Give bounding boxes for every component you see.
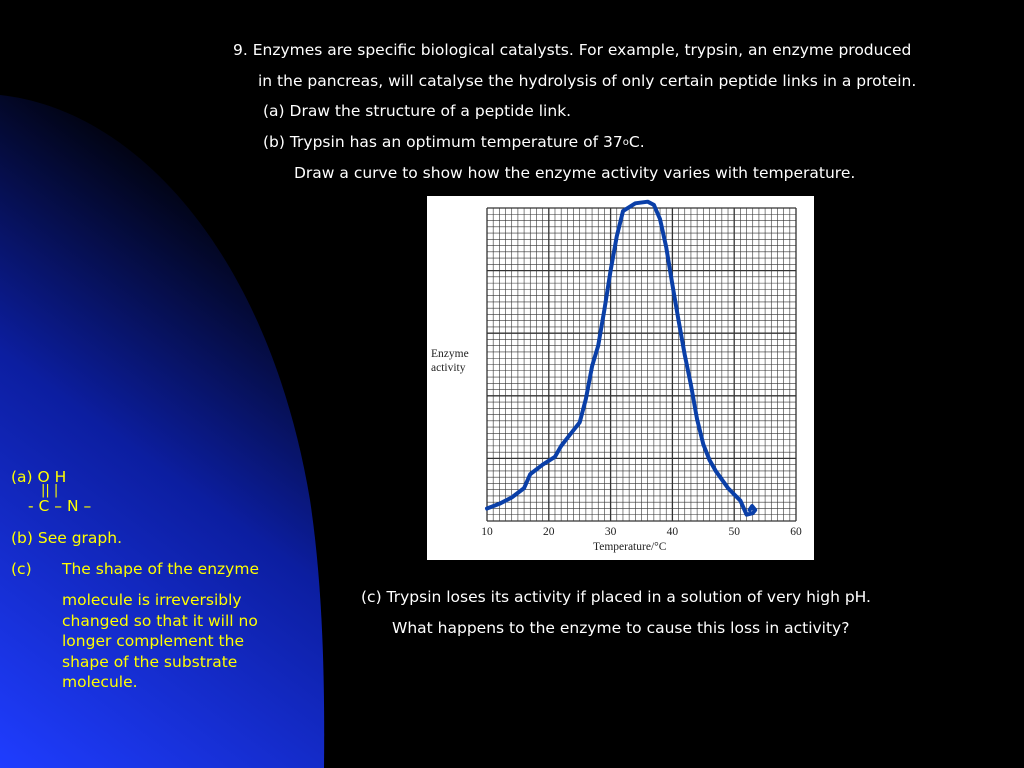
x-tick-label: 30 — [604, 526, 617, 538]
answer-a-structure: - C – N – — [28, 497, 92, 515]
answer-c-line: changed so that it will no — [62, 611, 258, 630]
x-tick-label: 10 — [481, 526, 493, 538]
question-part-c-line-2: What happens to the enzyme to cause this loss in activity? — [392, 619, 850, 637]
x-tick-label: 20 — [543, 526, 555, 538]
answer-b: (b) See graph. — [11, 529, 122, 547]
graph-svg — [427, 196, 814, 560]
answer-c-line: molecule. — [62, 673, 138, 691]
x-axis-label: Temperature/°C — [593, 541, 667, 553]
answer-c-line: longer complement the — [62, 632, 244, 650]
x-tick-labels — [481, 526, 802, 538]
part-b-unit: C. — [628, 133, 645, 151]
answer-c-body — [62, 590, 258, 693]
question-line-2: in the pancreas, will catalyse the hydrolysis of only certain peptide links in a protein. — [258, 72, 917, 90]
x-tick-label: 40 — [666, 526, 679, 538]
part-b-text: (b) Trypsin has an optimum temperature of 37 — [263, 133, 623, 151]
answer-a-bonds: || | — [41, 483, 59, 498]
y-axis-label-line-1: Enzyme — [431, 348, 469, 360]
question-part-c: (c) Trypsin loses its activity if placed in a solution of very high pH. — [361, 588, 871, 606]
question-part-a: (a) Draw the structure of a peptide link. — [263, 102, 572, 120]
x-tick-label: 50 — [728, 526, 740, 538]
question-line-1: 9. Enzymes are specific biological catalysts. For example, trypsin, an enzyme produced — [233, 41, 912, 59]
enzyme-activity-graph — [427, 196, 814, 560]
answer-c-line: molecule is irreversibly — [62, 591, 242, 609]
answer-a-label: (a) O H — [11, 468, 67, 486]
degree-superscript: o — [622, 137, 629, 148]
answer-c-first-line: The shape of the enzyme — [62, 560, 259, 578]
answer-c-label: (c) — [11, 560, 32, 578]
x-tick-label: 60 — [790, 526, 802, 538]
y-axis-label-line-2: activity — [431, 362, 466, 374]
question-part-b — [263, 133, 645, 152]
question-part-b-line-2: Draw a curve to show how the enzyme activity varies with temperature. — [294, 164, 856, 182]
answer-c-line: shape of the substrate — [62, 652, 238, 671]
